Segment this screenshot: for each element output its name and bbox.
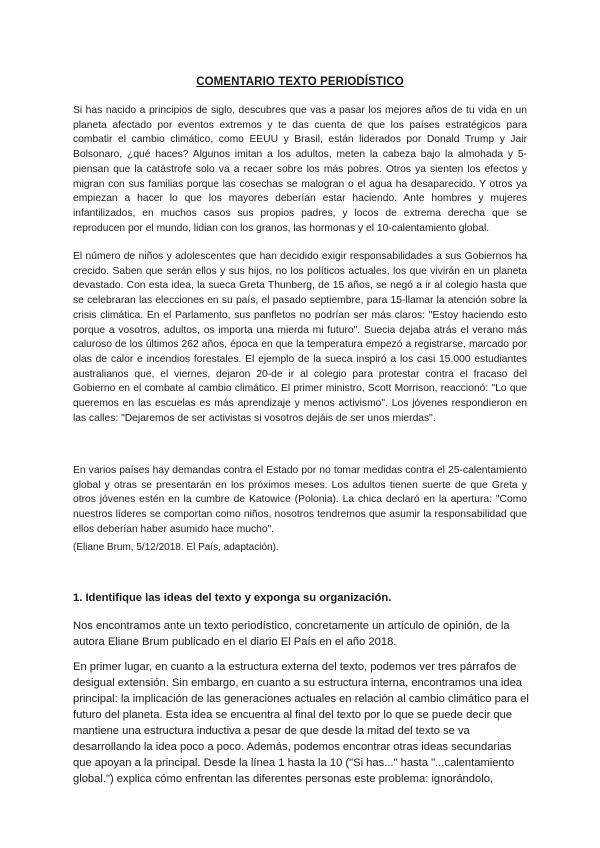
answer-paragraph-1: Nos encontramos ante un texto periodístico, concretamente un artículo de opinión, de la autora Eliane Brum publicado en el diario El País en el año 2018.	[73, 620, 510, 648]
article-citation: (Eliane Brum, 5/12/2018. El País, adaptación).	[73, 542, 279, 553]
answer-paragraph-2: En primer lugar, en cuanto a la estructura externa del texto, podemos ver tres párrafos de desigual extensión. Sin embargo, en cuanto a su estructura interna, encontramos una idea principal: la implicación de las generaciones actuales en relación al cambio climático para el futuro del planeta. Esta idea se encuentra al final del texto por lo que se puede decir que mantiene una estructura inductiva a pesar de que desde la mitad del texto se va desarrollando la idea poco a poco. Además, podemos encontrar otras ideas secundarias que apoyan a la principal. Desde la línea 1 hasta la 10 ("Si has..." hasta "...calentamiento global.") explica cómo enfrentan las diferentes personas este problema: ignorándolo,	[73, 661, 529, 785]
article-paragraph-3: En varios países hay demandas contra el Estado por no tomar medidas contra el 25-calentamiento global y otras se presentarán en los próximos meses. Los adultos tienen suerte de que Greta y otros jóvenes estén en la cumbre de Katowice (Polonia). La chica declaró en la apertura: "Como nuestros líderes se comportan como niños, nosotros tendremos que asumir la responsabilidad que ellos deberían haber asumido hace mucho".	[73, 465, 527, 535]
article-paragraph-2: El número de niños y adolescentes que han decidido exigir responsabilidades a sus Gobiernos ha crecido. Saben que serán ellos y sus hijos, no los políticos actuales, los que vivirán en un planeta devastado. Con esta idea, la sueca Greta Thunberg, de 15 años, se negó a ir al colegio hasta que se celebraran las elecciones en su país, el pasado septiembre, para 15-llamar la atención sobre la crisis climática. En el Parlamento, sus panfletos no podrían ser más claros: "Estoy haciendo esto porque a vosotros, adultos, os importa una mierda mi futuro". Suecia dejaba atrás el verano más caluroso de los últimos 262 años, época en que la temperatura empezó a registrarse, marcado por olas de calor e incendios forestales. El ejemplo de la sueca inspiró a los casi 15.000 estudiantes australianos que, el viernes, dejaron 20-de ir al colegio para protestar contra el fracaso del Gobierno en el combate al cambio climático. El primer ministro, Scott Morrison, reaccionó: "Lo que queremos en las escuelas es más aprendizaje y menos activismo". Los jóvenes respondieron en las calles: "Dejaremos de ser activistas si vosotros dejáis de ser unos mierdas".	[73, 251, 527, 424]
article-paragraph-1: Si has nacido a principios de siglo, descubres que vas a pasar los mejores años de tu vida en un planeta afectado por eventos extremos y te das cuenta de que los países estratégicos para combatir el cambio climático, como EEUU y Brasil, están liderados por Donald Trump y Jair Bolsonaro, ¿qué haces? Algunos imitan a los adultos, meten la cabeza bajo la almohada y 5-piensan que la catástrofe solo va a recaer sobre los más pobres. Otros ya sienten los efectos y migran con sus familias porque las cosechas se malogran o el agua ha desaparecido. Y otros ya empiezan a hacer lo que los mayores deberían estar haciendo. Ante hombres y mujeres infantilizados, en muchos casos sus propios padres, y locos de extrema derecha que se reproducen por el mundo, lidian con los granos, las hormonas y el 10-calentamiento global.	[73, 105, 527, 234]
question-heading: 1. Identifique las ideas del texto y exponga su organización.	[73, 592, 392, 604]
page-title: COMENTARIO TEXTO PERIODÍSTICO	[196, 76, 404, 88]
